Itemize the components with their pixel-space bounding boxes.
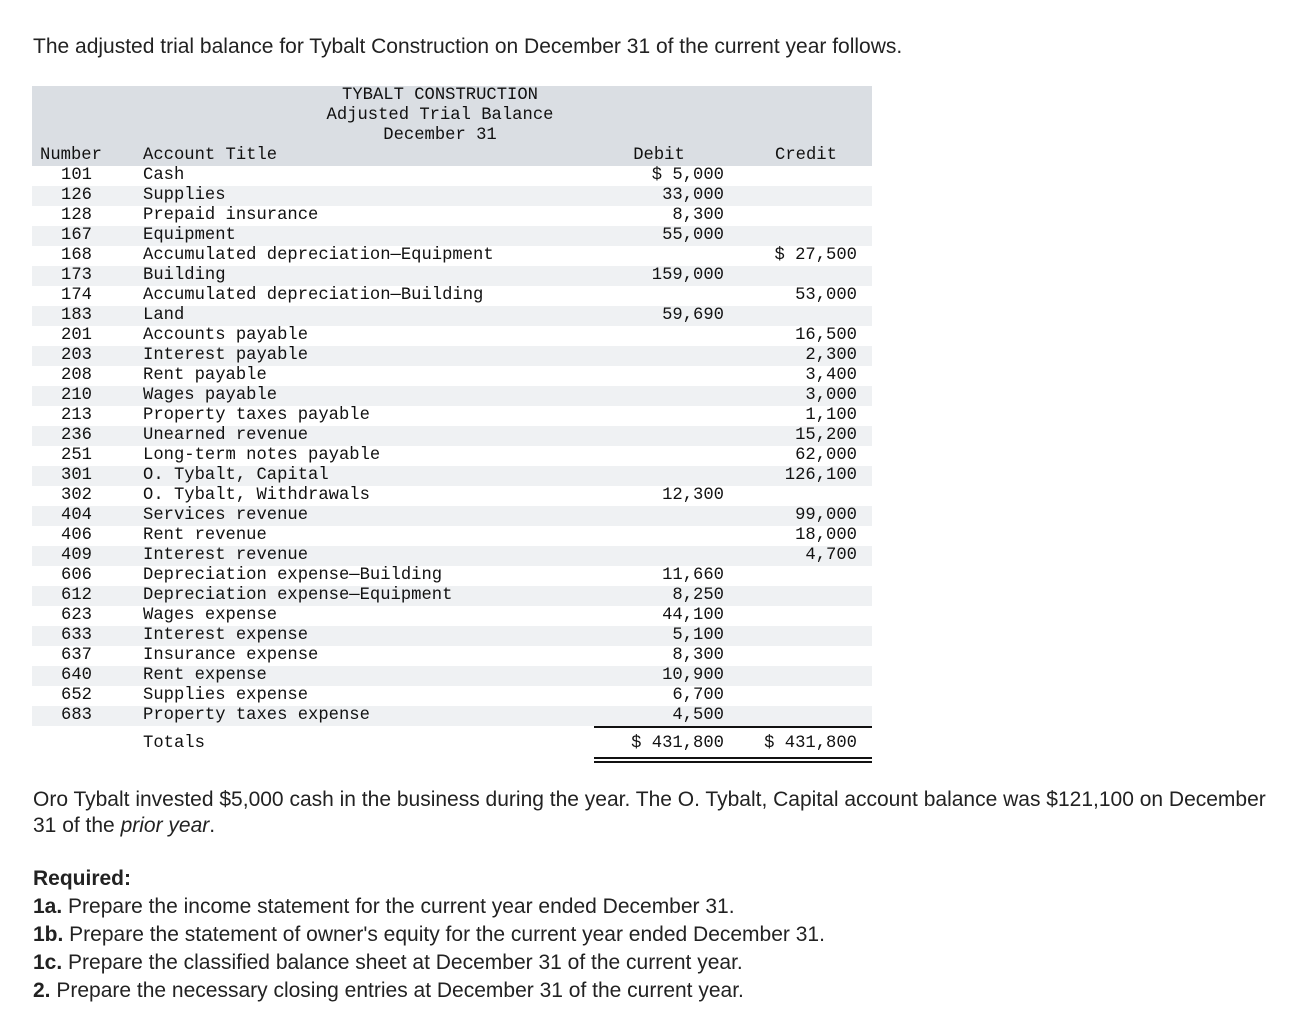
- credit-amount: 62,000: [795, 446, 857, 465]
- debit-amount: 59,690: [662, 306, 724, 325]
- table-row: [32, 386, 872, 406]
- credit-amount: [740, 266, 857, 286]
- double-rule-lower: [594, 761, 872, 763]
- table-row: [32, 366, 872, 386]
- credit-amount: 1,100: [805, 406, 857, 425]
- account-number: 406: [61, 526, 92, 545]
- debit-amount: [594, 246, 724, 266]
- credit-amount: 3,000: [805, 386, 857, 405]
- credit-amount: [740, 646, 857, 666]
- account-number: 126: [61, 186, 92, 205]
- account-number: 302: [61, 486, 92, 505]
- account-title: Insurance expense: [143, 646, 319, 665]
- table-row: [32, 626, 872, 646]
- account-number: 173: [61, 266, 92, 285]
- credit-amount: [740, 606, 857, 626]
- account-title: Property taxes expense: [143, 706, 370, 725]
- account-title: Wages expense: [143, 606, 278, 625]
- report-name: Adjusted Trial Balance: [326, 106, 554, 125]
- column-header-debit: Debit: [633, 146, 685, 165]
- debit-amount: 44,100: [662, 606, 724, 625]
- account-number: 606: [61, 566, 92, 585]
- debit-amount: [594, 426, 724, 446]
- debit-amount: 159,000: [651, 266, 724, 285]
- account-number: 208: [61, 366, 92, 385]
- table-row: [32, 606, 872, 626]
- table-row: [32, 266, 872, 286]
- credit-amount: 4,700: [805, 546, 857, 565]
- debit-amount: [594, 346, 724, 366]
- debit-amount: 10,900: [662, 666, 724, 685]
- table-row: [32, 586, 872, 606]
- credit-amount: [740, 566, 857, 586]
- debit-amount: [594, 546, 724, 566]
- table-row: [32, 166, 872, 186]
- account-title: Wages payable: [143, 386, 278, 405]
- account-title: Interest expense: [143, 626, 309, 645]
- account-number: 637: [61, 646, 92, 665]
- debit-amount: 8,250: [672, 586, 724, 605]
- account-number: 167: [61, 226, 92, 245]
- account-title: Interest payable: [143, 346, 309, 365]
- required-item: [33, 949, 1283, 977]
- table-row: [32, 346, 872, 366]
- account-number: 633: [61, 626, 92, 645]
- debit-amount: 6,700: [672, 686, 724, 705]
- context-end: .: [209, 814, 216, 837]
- credit-amount: 53,000: [795, 286, 857, 305]
- account-title: Rent expense: [143, 666, 267, 685]
- company-name: TYBALT CONSTRUCTION: [342, 86, 538, 105]
- account-title: Interest revenue: [143, 546, 309, 565]
- debit-amount: 33,000: [662, 186, 724, 205]
- account-number: 203: [61, 346, 92, 365]
- context-emphasis: prior year: [120, 814, 210, 837]
- debit-amount: 5,100: [672, 626, 724, 645]
- account-number: 251: [61, 446, 92, 465]
- account-title: Cash: [143, 166, 185, 185]
- table-row: [32, 406, 872, 426]
- intro-text: The adjusted trial balance for Tybalt Construction on December 31 of the current year follows.: [33, 35, 903, 58]
- credit-amount: 16,500: [795, 326, 857, 345]
- account-number: 640: [61, 666, 92, 685]
- table-row: [32, 566, 872, 586]
- credit-amount: 15,200: [795, 426, 857, 445]
- table-row: [32, 426, 872, 446]
- account-title: Supplies expense: [143, 686, 309, 705]
- account-title: Depreciation expense—Equipment: [143, 586, 453, 605]
- debit-amount: [594, 326, 724, 346]
- credit-amount: 3,400: [805, 366, 857, 385]
- required-item-text: Prepare the income statement for the current year ended December 31.: [62, 895, 735, 918]
- table-row: [32, 526, 872, 546]
- account-number: 183: [61, 306, 92, 325]
- required-item-key: 1b.: [33, 923, 64, 946]
- table-row: [32, 706, 872, 726]
- debit-amount: [594, 506, 724, 526]
- table-row: [32, 466, 872, 486]
- table-row: [32, 646, 872, 666]
- account-title: Services revenue: [143, 506, 309, 525]
- credit-amount: [740, 686, 857, 706]
- credit-amount: [740, 486, 857, 506]
- required-section: [33, 865, 1283, 1005]
- debit-amount: 8,300: [672, 646, 724, 665]
- totals-credit: $ 431,800: [764, 734, 857, 753]
- debit-amount: 8,300: [672, 206, 724, 225]
- required-item-text: Prepare the classified balance sheet at December 31 of the current year.: [62, 951, 743, 974]
- debit-amount: 12,300: [662, 486, 724, 505]
- credit-amount: [740, 306, 857, 326]
- report-date: December 31: [383, 126, 497, 145]
- account-title: Supplies: [143, 186, 226, 205]
- account-number: 201: [61, 326, 92, 345]
- account-title: Unearned revenue: [143, 426, 309, 445]
- debit-amount: [594, 366, 724, 386]
- debit-amount: [594, 386, 724, 406]
- table-row: [32, 246, 872, 266]
- table-row: [32, 326, 872, 346]
- debit-amount: $ 5,000: [651, 166, 724, 185]
- column-header-title: Account Title: [143, 146, 278, 165]
- credit-amount: [740, 206, 857, 226]
- account-title: Rent revenue: [143, 526, 267, 545]
- credit-amount: 18,000: [795, 526, 857, 545]
- account-number: 409: [61, 546, 92, 565]
- account-number: 128: [61, 206, 92, 225]
- required-item-text: Prepare the statement of owner's equity for the current year ended December 31.: [63, 923, 825, 946]
- double-rule-upper: [594, 757, 872, 759]
- account-title: Depreciation expense—Building: [143, 566, 443, 585]
- debit-amount: [594, 466, 724, 486]
- required-item: [33, 977, 1283, 1005]
- totals-debit: $ 431,800: [631, 734, 724, 753]
- context-paragraph: [33, 787, 1283, 839]
- account-number: 101: [61, 166, 92, 185]
- credit-amount: 99,000: [795, 506, 857, 525]
- account-title: Rent payable: [143, 366, 267, 385]
- table-row: [32, 486, 872, 506]
- account-number: 174: [61, 286, 92, 305]
- account-title: Accumulated depreciation—Equipment: [143, 246, 494, 265]
- account-title: Building: [143, 266, 226, 285]
- account-number: 683: [61, 706, 92, 725]
- required-item-key: 2.: [33, 979, 51, 1002]
- table-row: [32, 226, 872, 246]
- debit-amount: [594, 526, 724, 546]
- account-number: 236: [61, 426, 92, 445]
- table-header-band: [32, 86, 872, 166]
- debit-amount: [594, 446, 724, 466]
- credit-amount: [740, 186, 857, 206]
- credit-amount: [740, 166, 857, 186]
- debit-amount: 11,660: [662, 566, 724, 585]
- account-title: Property taxes payable: [143, 406, 370, 425]
- credit-amount: 126,100: [784, 466, 857, 485]
- required-item-key: 1a.: [33, 895, 63, 918]
- credit-amount: [740, 706, 857, 726]
- totals-rule: [594, 726, 872, 728]
- table-row: [32, 286, 872, 306]
- account-number: 612: [61, 586, 92, 605]
- table-row: [32, 666, 872, 686]
- table-row: [32, 186, 872, 206]
- table-row: [32, 546, 872, 566]
- account-title: Long-term notes payable: [143, 446, 381, 465]
- credit-amount: [740, 586, 857, 606]
- account-title: Equipment: [143, 226, 236, 245]
- account-number: 404: [61, 506, 92, 525]
- account-number: 301: [61, 466, 92, 485]
- account-title: O. Tybalt, Withdrawals: [143, 486, 370, 505]
- table-row: [32, 206, 872, 226]
- account-number: 168: [61, 246, 92, 265]
- credit-amount: $ 27,500: [774, 246, 857, 265]
- required-item-text: Prepare the necessary closing entries at December 31 of the current year.: [50, 979, 744, 1002]
- required-item-key: 1c.: [33, 951, 63, 974]
- account-title: Prepaid insurance: [143, 206, 319, 225]
- debit-amount: [594, 406, 724, 426]
- table-row: [32, 506, 872, 526]
- debit-amount: 55,000: [662, 226, 724, 245]
- account-title: Land: [143, 306, 185, 325]
- account-title: Accumulated depreciation—Building: [143, 286, 484, 305]
- account-number: 623: [61, 606, 92, 625]
- totals-label: Totals: [143, 734, 205, 753]
- required-item: [33, 921, 1283, 949]
- account-title: O. Tybalt, Capital: [143, 466, 329, 485]
- credit-amount: [740, 226, 857, 246]
- required-heading: Required:: [33, 867, 132, 890]
- table-row: [32, 446, 872, 466]
- totals-row: [32, 732, 872, 756]
- credit-amount: [740, 666, 857, 686]
- credit-amount: 2,300: [805, 346, 857, 365]
- table-body: [32, 166, 872, 726]
- required-item: [33, 893, 1283, 921]
- debit-amount: [594, 286, 724, 306]
- account-number: 652: [61, 686, 92, 705]
- context-text: Oro Tybalt invested $5,000 cash in the business during the year. The O. Tybalt, Capital account balance was $121,100 on December 31 of the: [33, 788, 1266, 837]
- column-header-credit: Credit: [775, 146, 837, 165]
- account-number: 210: [61, 386, 92, 405]
- table-row: [32, 306, 872, 326]
- account-number: 213: [61, 406, 92, 425]
- debit-amount: 4,500: [672, 706, 724, 725]
- credit-amount: [740, 626, 857, 646]
- column-header-number: Number: [40, 146, 102, 165]
- table-row: [32, 686, 872, 706]
- account-title: Accounts payable: [143, 326, 309, 345]
